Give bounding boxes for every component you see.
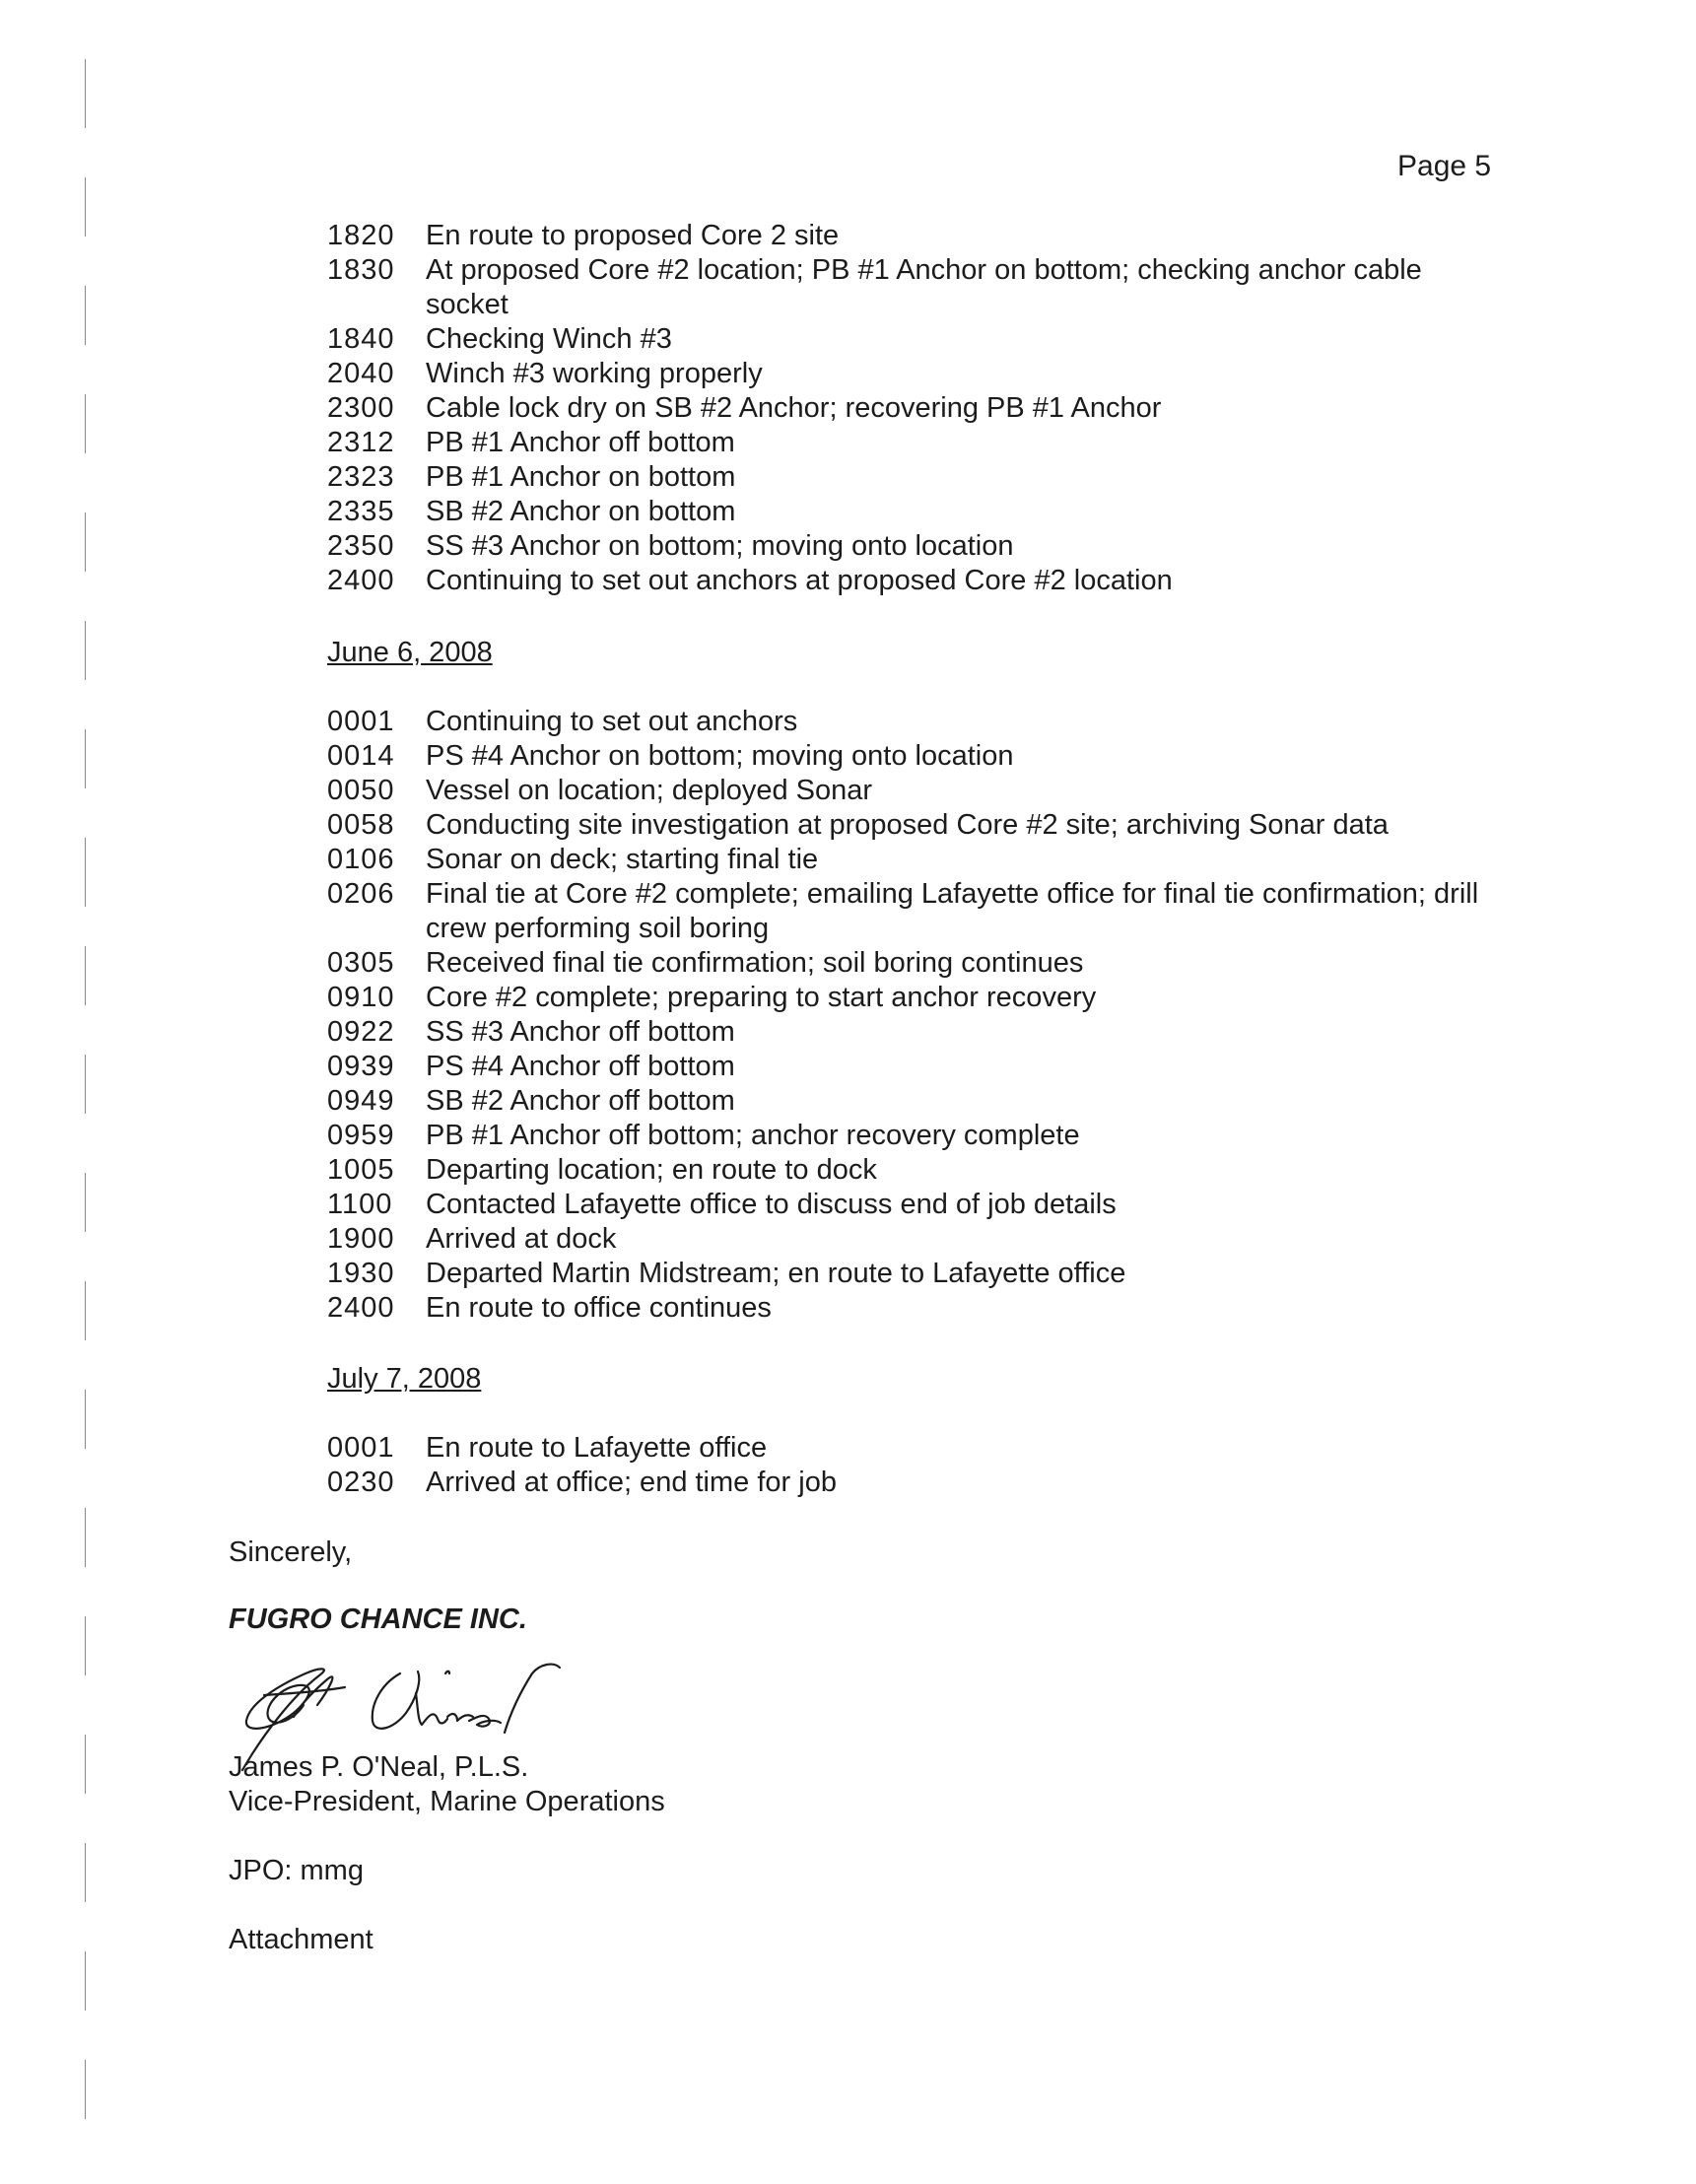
log-entry-text: En route to proposed Core 2 site: [426, 220, 840, 251]
log-entry-time: 0050: [327, 775, 395, 806]
scan-edge-mark: [85, 1173, 86, 1232]
log-entry-time: 2400: [327, 565, 395, 596]
date-heading-june: June 6, 2008: [327, 637, 493, 668]
log-entry-text: PB #1 Anchor on bottom: [426, 461, 736, 493]
log-entry: [327, 495, 1510, 529]
enclosure-note: Attachment: [229, 1924, 373, 1955]
log-entries-first: [327, 219, 1510, 598]
scan-edge-mark: [85, 512, 86, 572]
log-entry-time: 0939: [327, 1051, 395, 1082]
log-entry: [327, 253, 1510, 322]
log-entry: [327, 1188, 1510, 1222]
log-entry: [327, 981, 1510, 1015]
log-entry-time: 0001: [327, 706, 395, 737]
log-entry-text: Sonar on deck; starting final tie: [426, 844, 819, 875]
scan-edge-mark: [85, 1390, 86, 1449]
log-entry-time: 1840: [327, 323, 395, 355]
signer-title: Vice-President, Marine Operations: [229, 1786, 665, 1817]
log-entry: [327, 1015, 1510, 1050]
log-entry: [327, 391, 1510, 426]
log-entry-time: 1900: [327, 1223, 395, 1255]
log-entry: [327, 357, 1510, 391]
log-entry-time: 2400: [327, 1292, 395, 1324]
log-entry-text: Departing location; en route to dock: [426, 1154, 877, 1186]
scan-edge-mark: [85, 1735, 86, 1794]
log-entry-time: 1100: [327, 1189, 393, 1220]
log-entries-july: [327, 1431, 1510, 1500]
log-entry: [327, 1119, 1510, 1153]
scan-edge-mark: [85, 946, 86, 1005]
log-entry-time: 1005: [327, 1154, 395, 1186]
log-entry: [327, 705, 1510, 739]
log-entry-time: 0305: [327, 947, 395, 979]
log-entry-text: Contacted Lafayette office to discuss end of job details: [426, 1189, 1117, 1220]
scan-edge-mark: [85, 2060, 86, 2119]
log-entry: [327, 946, 1510, 981]
log-entry-text: En route to Lafayette office: [426, 1432, 768, 1464]
log-entry-time: 0206: [327, 878, 395, 910]
log-entry-text: SS #3 Anchor off bottom: [426, 1016, 735, 1048]
scan-edge-mark: [85, 1281, 86, 1340]
log-entry-text: Core #2 complete; preparing to start anchor recovery: [426, 982, 1097, 1013]
log-entry-text: Continuing to set out anchors: [426, 706, 798, 737]
closing-salutation: Sincerely,: [229, 1536, 353, 1568]
log-entry-time: 0106: [327, 844, 395, 875]
log-entry: [327, 1084, 1510, 1119]
log-entry-time: 0949: [327, 1085, 395, 1117]
log-entry-time: 2350: [327, 530, 395, 562]
log-entry-text: SB #2 Anchor off bottom: [426, 1085, 735, 1117]
scan-edge-mark: [85, 1508, 86, 1567]
log-entry-time: 0230: [327, 1467, 395, 1498]
log-entry-time: 0014: [327, 740, 395, 772]
log-entry: [327, 877, 1510, 946]
page-number: Page 5: [1397, 150, 1492, 182]
scan-edge-mark: [85, 286, 86, 345]
scan-edge-mark: [85, 394, 86, 453]
log-entry-text: Winch #3 working properly: [426, 358, 763, 389]
log-entry-time: 2323: [327, 461, 395, 493]
scan-edge-mark: [85, 1843, 86, 1902]
log-entry: [327, 739, 1510, 774]
log-entry-text: Arrived at office; end time for job: [426, 1467, 837, 1498]
scan-edge-mark: [85, 1616, 86, 1675]
log-entry-time: 2335: [327, 496, 395, 527]
log-entry-text: Checking Winch #3: [426, 323, 672, 355]
scan-edge-mark: [85, 1055, 86, 1114]
log-entry-text: SB #2 Anchor on bottom: [426, 496, 736, 527]
log-entries-june: [327, 705, 1510, 1326]
log-entry-time: 2300: [327, 392, 395, 424]
log-entry: [327, 426, 1510, 460]
typist-initials: JPO: mmg: [229, 1855, 364, 1886]
log-entry-time: 1820: [327, 220, 395, 251]
log-entry-text: Final tie at Core #2 complete; emailing Lafayette office for final tie confirmation; drill crew performing soil boring: [426, 878, 1479, 944]
log-entry-text: Cable lock dry on SB #2 Anchor; recovering PB #1 Anchor: [426, 392, 1162, 424]
log-entry-time: 0959: [327, 1120, 395, 1151]
log-entry-text: At proposed Core #2 location; PB #1 Anchor on bottom; checking anchor cable socket: [426, 254, 1422, 320]
log-entry-text: Received final tie confirmation; soil boring continues: [426, 947, 1084, 979]
log-entry-time: 1830: [327, 254, 395, 286]
log-entry: [327, 1257, 1510, 1291]
log-entry-text: SS #3 Anchor on bottom; moving onto location: [426, 530, 1014, 562]
company-name: FUGRO CHANCE INC.: [229, 1604, 527, 1635]
scan-edge-mark: [85, 729, 86, 788]
log-entry: [327, 1050, 1510, 1084]
log-entry: [327, 1431, 1510, 1466]
scan-edge-mark: [85, 59, 86, 128]
log-entry: [327, 322, 1510, 357]
log-entry-text: Vessel on location; deployed Sonar: [426, 775, 873, 806]
log-entry: [327, 774, 1510, 808]
log-entry-text: Conducting site investigation at proposed Core #2 site; archiving Sonar data: [426, 809, 1389, 841]
log-entry-time: 1930: [327, 1258, 395, 1289]
signer-name: James P. O'Neal, P.L.S.: [229, 1751, 529, 1783]
log-entry: [327, 1291, 1510, 1326]
log-entry-time: 0910: [327, 982, 395, 1013]
log-entry-text: Continuing to set out anchors at proposed Core #2 location: [426, 565, 1173, 596]
log-entry: [327, 1222, 1510, 1257]
log-entry-text: PB #1 Anchor off bottom: [426, 427, 735, 458]
log-entry-text: PB #1 Anchor off bottom; anchor recovery complete: [426, 1120, 1080, 1151]
log-entry: [327, 564, 1510, 598]
log-entry: [327, 219, 1510, 253]
log-entry: [327, 460, 1510, 495]
log-entry-text: En route to office continues: [426, 1292, 772, 1324]
log-entry-text: PS #4 Anchor on bottom; moving onto location: [426, 740, 1014, 772]
scan-edge-mark: [85, 838, 86, 907]
scan-edge-mark: [85, 1951, 86, 2011]
date-heading-july: July 7, 2008: [327, 1363, 482, 1395]
log-entry: [327, 1466, 1510, 1500]
log-entry-time: 0058: [327, 809, 395, 841]
log-entry: [327, 529, 1510, 564]
log-entry-time: 2040: [327, 358, 395, 389]
log-entry: [327, 808, 1510, 843]
scan-edge-mark: [85, 177, 86, 237]
scan-edge-mark: [85, 621, 86, 680]
log-entry-text: Departed Martin Midstream; en route to Lafayette office: [426, 1258, 1126, 1289]
log-entry: [327, 1153, 1510, 1188]
log-entry-time: 0001: [327, 1432, 395, 1464]
log-entry-time: 2312: [327, 427, 395, 458]
log-entry-text: PS #4 Anchor off bottom: [426, 1051, 735, 1082]
log-entry: [327, 843, 1510, 877]
log-entry-time: 0922: [327, 1016, 395, 1048]
log-entry-text: Arrived at dock: [426, 1223, 617, 1255]
